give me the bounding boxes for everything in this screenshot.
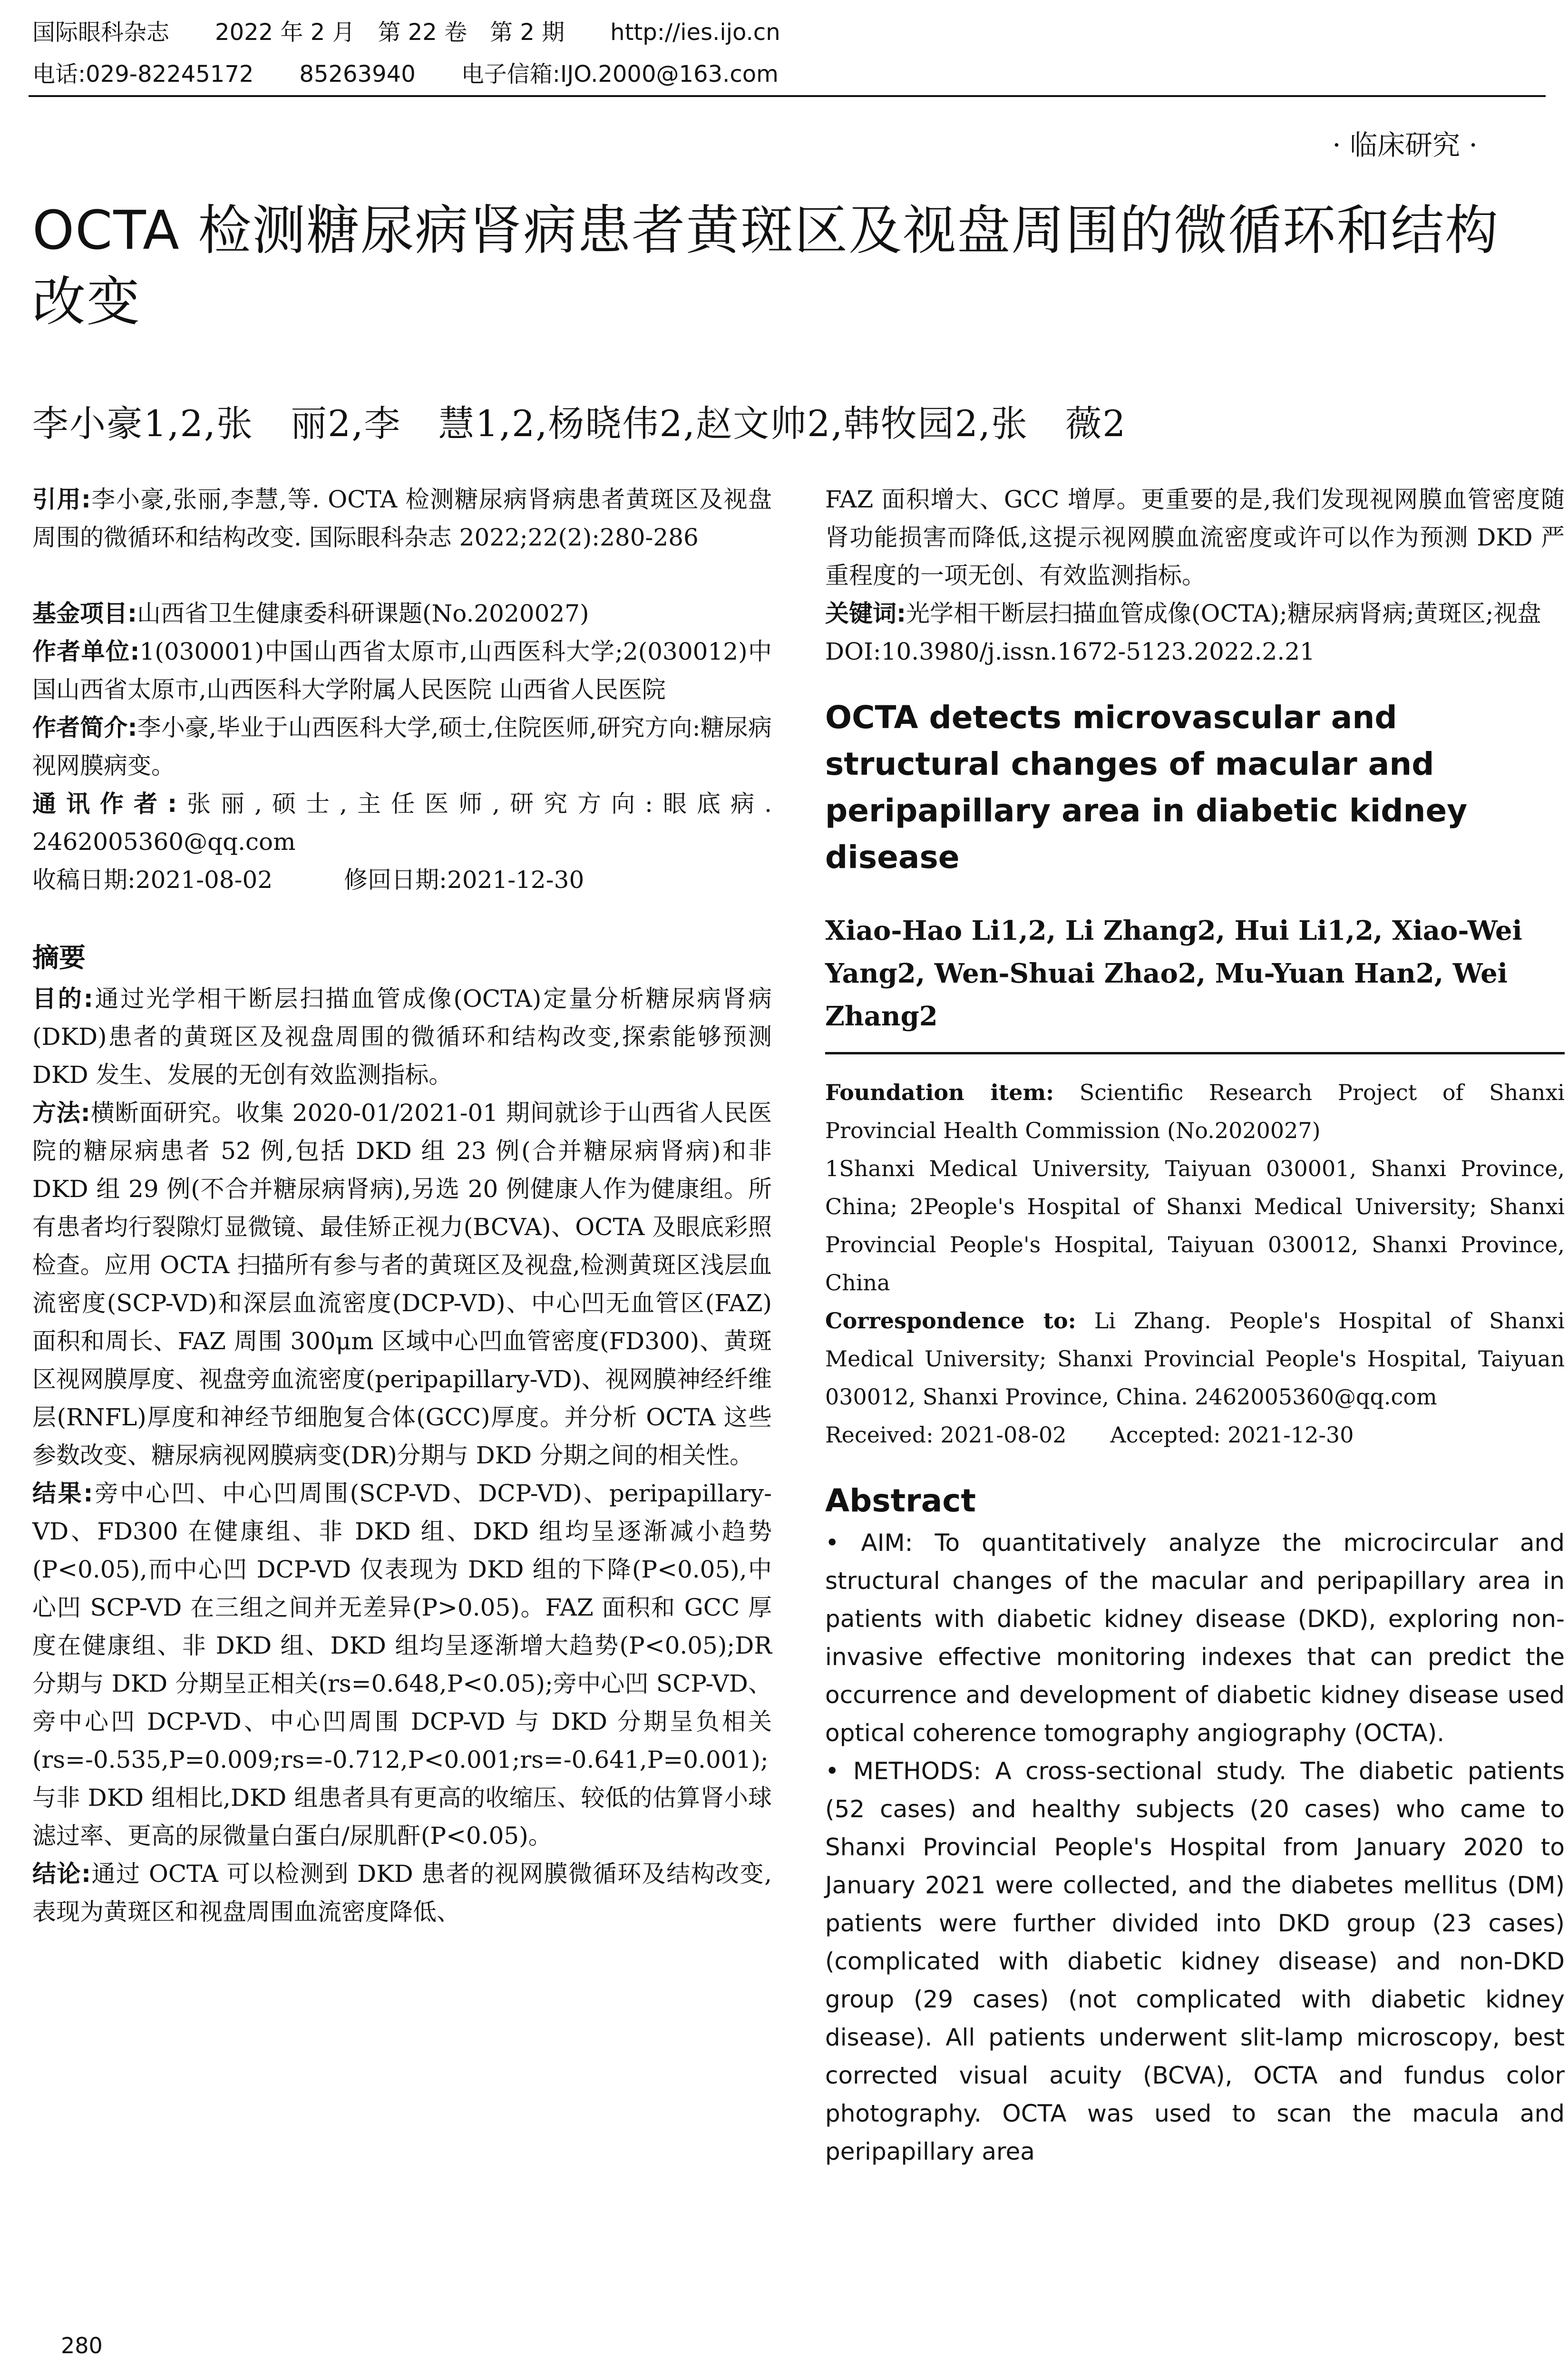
- abstract-heading-cn: 摘要: [32, 943, 86, 974]
- doi[interactable]: DOI:10.3980/j.issn.1672-5123.2022.2.21: [825, 638, 1315, 665]
- english-divider: [825, 1052, 1565, 1054]
- header-divider: [29, 95, 1546, 97]
- abstract-aim-en: • AIM: To quantitatively analyze the microcircular and structural changes of the macular and peripapillary area in patients with diabetic kidney disease (DKD), exploring non-invasive effective monitoring indexes that can predict the occurrence and development of diabetic kidney disease used optical coherence tomography angiography (OCTA).: [825, 1529, 1565, 1747]
- article-title: OCTA 检测糖尿病肾病患者黄斑区及视盘周围的微循环和结构改变: [32, 200, 1500, 333]
- correspondence-en: Correspondence to: Li Zhang. People's Hospital of Shanxi Medical University; Shanxi Provincial People's Hospital, Taiyuan 030012, Shanxi Province, China. 2462005360@qq.com: [825, 1308, 1565, 1410]
- keywords: 关键词:光学相干断层扫描血管成像(OCTA);糖尿病肾病;黄斑区;视盘: [825, 600, 1541, 627]
- english-authors: Xiao-Hao Li1,2, Li Zhang2, Hui Li1,2, Xiao-Wei Yang2, Wen-Shuai Zhao2, Mu-Yuan Han2, Wei Zhang2: [825, 915, 1522, 1032]
- english-title: OCTA detects microvascular and structural changes of macular and peripapillary area in diabetic kidney disease: [825, 699, 1468, 876]
- left-column: [32, 480, 772, 1931]
- abstract-objective: 目的:通过光学相干断层扫描血管成像(OCTA)定量分析糖尿病肾病(DKD)患者的黄斑区及视盘周围的微循环和结构改变,探索能够预测 DKD 发生、发展的无创有效监测指标。: [32, 985, 772, 1089]
- abstract-methods: 方法:横断面研究。收集 2020-01/2021-01 期间就诊于山西省人民医院的糖尿病患者 52 例,包括 DKD 组 23 例(合并糖尿病肾病)和非 DKD 组 29 例(不合并糖尿病肾病),另选 20 例健康人作为健康组。所有患者均行裂隙灯显微镜、最佳矫正视力(BCVA)、OCTA 及眼底彩照检查。应用 OCTA 扫描所有参与者的黄斑区及视盘,检测黄斑区浅层血流密度(SCP-VD)和深层血流密度(DCP-VD)、中心凹无血管区(FAZ)面积和周长、FAZ 周围 300μm 区域中心凹血管密度(FD300)、黄斑区视网膜厚度、视盘旁血流密度(peripapillary-VD)、视网膜神经纤维层(RNFL)厚度和神经节细胞复合体(GCC)厚度。并分析 OCTA 这些参数改变、糖尿病视网膜病变(DR)分期与 DKD 分期之间的相关性。: [32, 1099, 772, 1469]
- abstract-results: 结果:旁中心凹、中心凹周围(SCP-VD、DCP-VD)、peripapillary-VD、FD300 在健康组、非 DKD 组、DKD 组均呈逐渐减小趋势(P<0.05),而中心凹 DCP-VD 仅表现为 DKD 组的下降(P<0.05),中心凹 SCP-VD 在三组之间并无差异(P>0.05)。FAZ 面积和 GCC 厚度在健康组、非 DKD 组、DKD 组均呈逐渐增大趋势(P<0.05);DR 分期与 DKD 分期呈正相关(rs=0.648,P<0.05);旁中心凹 SCP-VD、旁中心凹 DCP-VD、中心凹周围 DCP-VD 与 DKD 分期呈负相关(rs=-0.535,P=0.009;rs=-0.712,P<0.001;rs=-0.641,P=0.001);与非 DKD 组相比,DKD 组患者具有更高的收缩压、较低的估算肾小球滤过率、更高的尿微量白蛋白/尿肌酐(P<0.05)。: [32, 1480, 772, 1850]
- author-affiliation: 作者单位:1(030001)中国山西省太原市,山西医科大学;2(030012)中国山西省太原市,山西医科大学附属人民医院 山西省人民医院: [32, 638, 772, 703]
- citation: 引用:李小豪,张丽,李慧,等. OCTA 检测糖尿病肾病患者黄斑区及视盘周围的微循环和结构改变. 国际眼科杂志 2022;22(2):280-286: [32, 486, 772, 551]
- author-list: 李小豪1,2,张 丽2,李 慧1,2,杨晓伟2,赵文帅2,韩牧园2,张 薇2: [32, 402, 1127, 445]
- abstract-conclusion-cont: FAZ 面积增大、GCC 增厚。更重要的是,我们发现视网膜血管密度随肾功能损害而降低,这提示视网膜血流密度或许可以作为预测 DKD 严重程度的一项无创、有效监测指标。: [825, 486, 1565, 589]
- issue-info: 2022 年 2 月 第 22 卷 第 2 期: [215, 19, 565, 46]
- journal-url[interactable]: http://ies.ijo.cn: [610, 19, 780, 46]
- affiliation-en: 1Shanxi Medical University, Taiyuan 030001, Shanxi Province, China; 2People's Hospital of Shanxi Medical University; Shanxi Provincial People's Hospital, Taiyuan 030012, Shanxi Province, China: [825, 1156, 1565, 1296]
- abstract-conclusion: 结论:通过 OCTA 可以检测到 DKD 患者的视网膜微循环及结构改变,表现为黄斑区和视盘周围血流密度降低、: [32, 1860, 772, 1926]
- abstract-methods-en: • METHODS: A cross-sectional study. The diabetic patients (52 cases) and healthy subjects (20 cases) who came to Shanxi Provincial People's Hospital from January 2020 to January 2021 were collected, and the diabetes mellitus (DM) patients were further divided into DKD group (23 cases) (complicated with diabetic kidney disease) and non-DKD group (29 cases) (not complicated with diabetic kidney disease). All patients underwent slit-lamp microscopy, best corrected visual acuity (BCVA), OCTA and fundus color photography. OCTA was used to scan the macula and peripapillary area: [825, 1757, 1565, 2165]
- journal-phone: 电话:029-82245172 85263940: [32, 61, 416, 88]
- right-column: [825, 480, 1565, 2171]
- received-dates: 收稿日期:2021-08-02 修回日期:2021-12-30: [32, 866, 584, 894]
- foundation-item-en: Foundation item: Scientific Research Project of Shanxi Provincial Health Commission (No.2020027): [825, 1080, 1565, 1143]
- journal-header-line-2: [32, 60, 779, 88]
- journal-header-line-1: [32, 18, 780, 47]
- abstract-heading-en: Abstract: [825, 1482, 976, 1519]
- author-bio: 作者简介:李小豪,毕业于山西医科大学,硕士,住院医师,研究方向:糖尿病视网膜病变。: [32, 714, 772, 779]
- fund-item: 基金项目:山西省卫生健康委科研课题(No.2020027): [32, 600, 589, 627]
- journal-name: 国际眼科杂志: [32, 19, 170, 46]
- received-en: Received: 2021-08-02 Accepted: 2021-12-30: [825, 1422, 1354, 1448]
- page-number: 280: [61, 2333, 103, 2358]
- section-tag: · 临床研究 ·: [1332, 129, 1478, 161]
- journal-email[interactable]: 电子信箱:IJO.2000@163.com: [461, 61, 779, 88]
- corresponding-author: 通讯作者:张丽,硕士,主任医师,研究方向:眼底病. 2462005360@qq.com: [32, 790, 772, 856]
